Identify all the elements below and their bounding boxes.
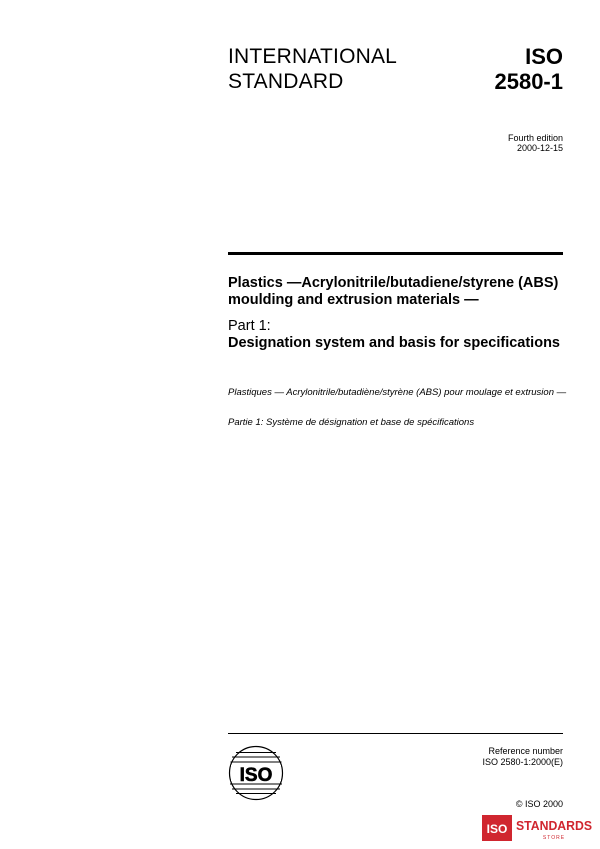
reference-label: Reference number [488, 746, 563, 756]
iso-label: ISO [525, 44, 563, 69]
part-label: Part 1: [228, 318, 271, 334]
edition-date: 2000-12-15 [516, 143, 563, 153]
iso-logo-text: ISO [239, 765, 273, 786]
doc-type-line-1: INTERNATIONAL [228, 45, 398, 68]
badge-iso-text: ISO [486, 822, 508, 836]
edition-label: Fourth edition [507, 133, 563, 143]
main-title-french: Plastiques — Acrylonitrile/butadiène/styrène (ABS) pour moulage et extrusion — [228, 387, 567, 398]
iso-logo-icon [228, 745, 284, 801]
iso-standards-store-badge [482, 813, 594, 843]
badge-standards-text: STANDARDS [516, 819, 592, 833]
doc-type-line-2: STANDARD [228, 70, 344, 93]
part-title-french: Partie 1: Système de désignation et base de spécifications [228, 417, 475, 428]
part-title-english: Designation system and basis for specifications [228, 335, 560, 351]
title-rule [228, 252, 563, 255]
reference-number: ISO 2580-1:2000(E) [482, 757, 563, 767]
copyright: © ISO 2000 [515, 799, 563, 809]
badge-store-text: STORE [542, 835, 566, 841]
main-title-english: Plastics —Acrylonitrile/butadiene/styrene (ABS) moulding and extrusion materials — [228, 275, 559, 308]
footer-rule [228, 733, 563, 734]
standard-number: 2580-1 [494, 69, 563, 94]
